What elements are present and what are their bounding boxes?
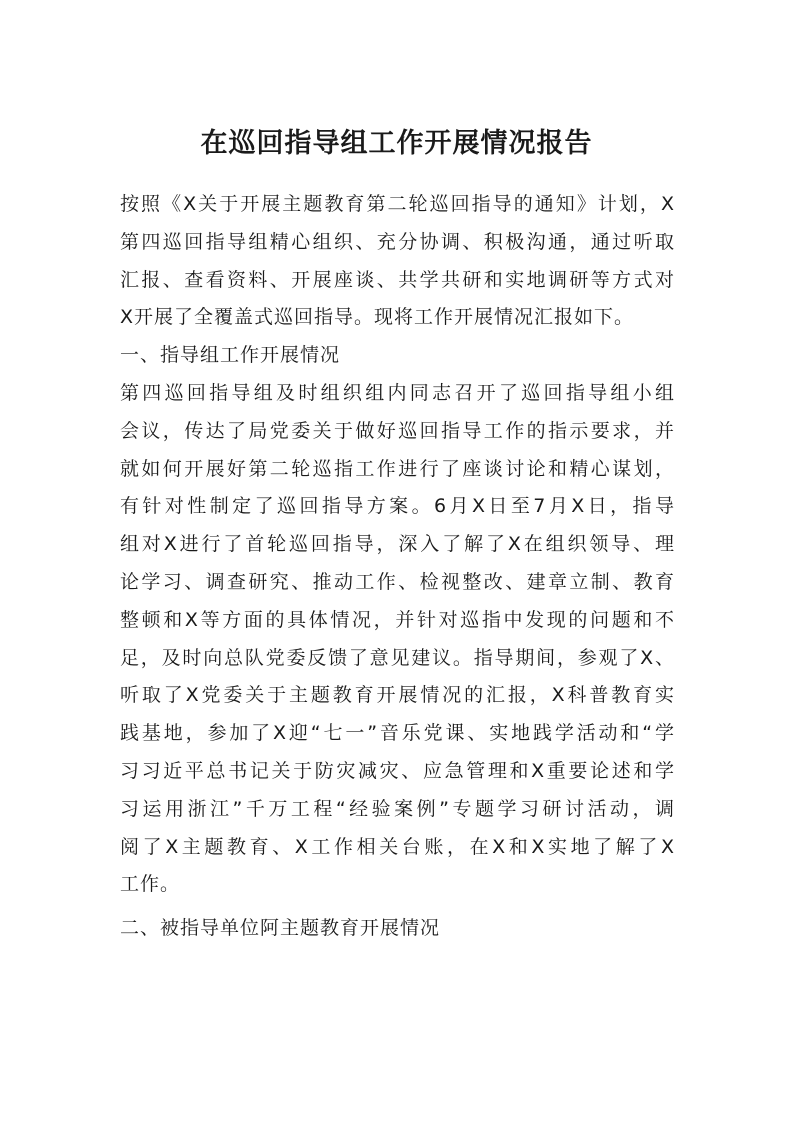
text-line: 第四巡回指导组及时组织组内同志召开了巡回指导组小组 [120, 381, 675, 404]
document-body [120, 186, 675, 948]
text-line: 组对X进行了首轮巡回指导，深入了解了X在组织领导、理 [120, 533, 675, 556]
section-heading-1: 一、指导组工作开展情况 [120, 344, 341, 367]
paragraph-intro [120, 186, 675, 337]
text-line: 足，及时向总队党委反馈了意见建议。指导期间，参观了X、 [120, 646, 675, 669]
paragraph-work [120, 375, 675, 904]
text-line: 会议，传达了局党委关于做好巡回指导工作的指示要求，并 [120, 419, 675, 442]
text-line: 汇报、查看资料、开展座谈、共学共研和实地调研等方式对 [120, 268, 675, 291]
text-line: 整顿和X等方面的具体情况，并针对巡指中发现的问题和不 [120, 608, 675, 631]
text-line: 工作。 [120, 873, 181, 896]
section-heading-2: 二、被指导单位阿主题教育开展情况 [120, 917, 441, 940]
text-line: 论学习、调查研究、推动工作、检视整改、建章立制、教育 [120, 570, 675, 593]
text-line: 习运用浙江”千万工程“经验案例”专题学习研讨活动，调 [120, 797, 675, 820]
text-line: 践基地，参加了X迎“七一”音乐党课、实地践学活动和“学 [120, 722, 675, 745]
text-line: 习习近平总书记关于防灾减灾、应急管理和X重要论述和学 [120, 759, 675, 782]
document-title: 在巡回指导组工作开展情况报告 [200, 128, 593, 159]
text-line: 就如何开展好第二轮巡指工作进行了座谈讨论和精心谋划， [120, 457, 675, 480]
text-line: 有针对性制定了巡回指导方案。6月X日至7月X日，指导 [120, 495, 675, 518]
text-line: 阅了X主题教育、X工作相关台账，在X和X实地了解了X [120, 835, 675, 858]
text-line: 第四巡回指导组精心组织、充分协调、积极沟通，通过听取 [120, 230, 675, 253]
text-line: X开展了全覆盖式巡回指导。现将工作开展情况汇报如下。 [120, 306, 635, 329]
text-line: 听取了X党委关于主题教育开展情况的汇报，X科普教育实 [120, 684, 675, 707]
text-line: 按照《X关于开展主题教育第二轮巡回指导的通知》计划，X [120, 193, 675, 215]
